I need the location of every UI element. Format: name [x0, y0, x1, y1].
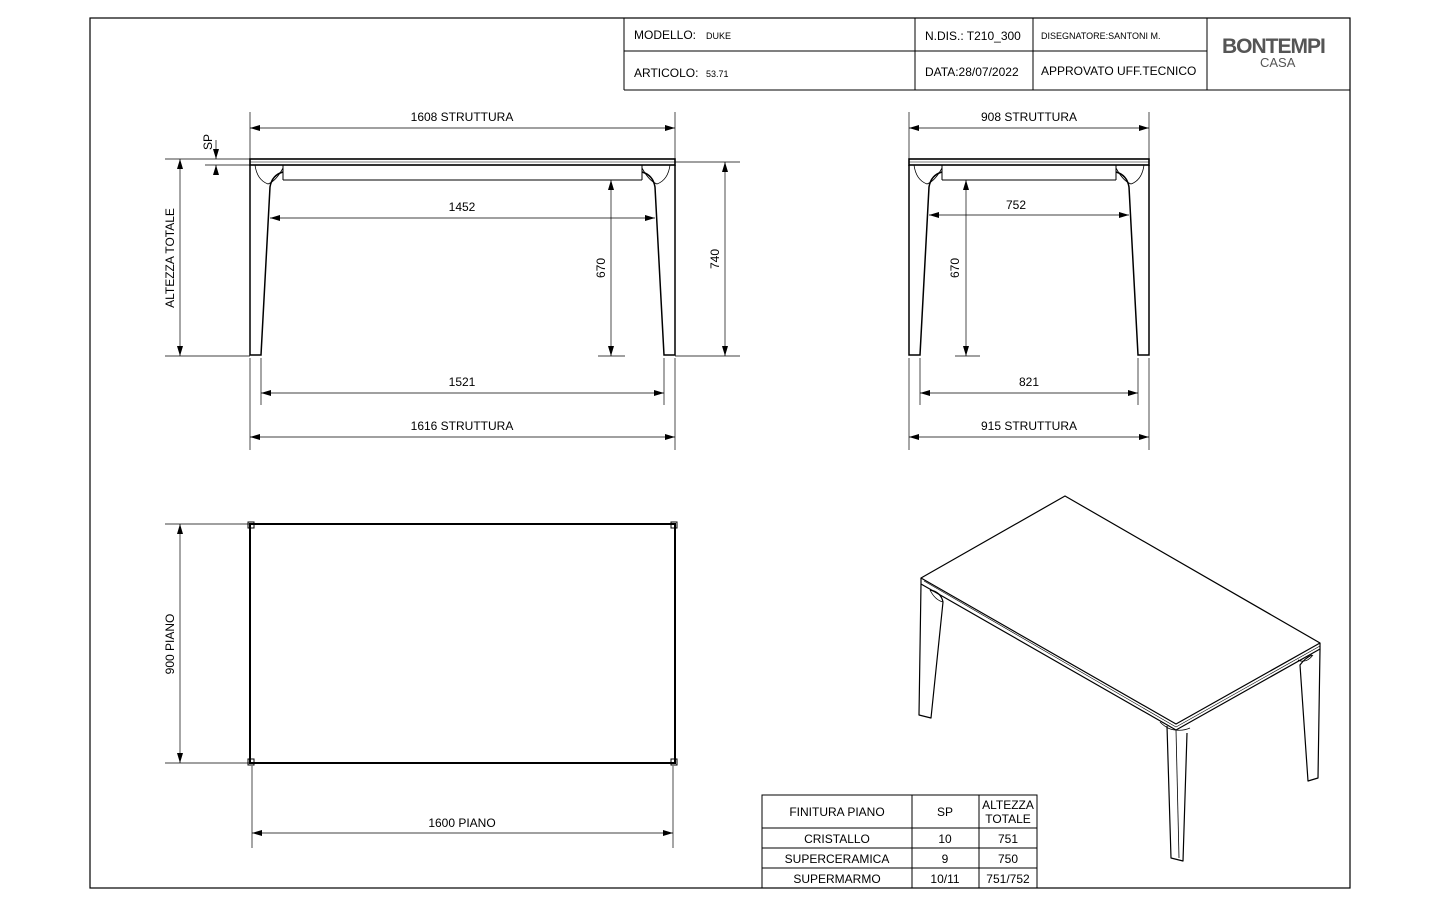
model-value: DUKE	[706, 31, 732, 41]
front-inner-height-label: 670	[594, 257, 608, 279]
side-bottom-width-label: 915 STRUTTURA	[980, 419, 1078, 433]
finish-row-1-sp: 10	[938, 832, 952, 846]
finish-header: FINITURA PIANO	[789, 805, 885, 819]
finish-row-1-height: 751	[997, 832, 1019, 846]
front-bottom-width-label: 1616 STRUTTURA	[410, 419, 514, 433]
finish-row-3-name: SUPERMARMO	[793, 872, 881, 886]
brand-logo-sub: CASA	[1260, 55, 1296, 70]
brand-logo: BONTEMPI	[1222, 35, 1325, 58]
plan-view-drawing	[248, 522, 677, 765]
total-height-label: ALTEZZA TOTALE	[163, 208, 177, 308]
article-value: 53.71	[706, 69, 729, 79]
side-inner-width-bottom-label: 821	[1018, 375, 1040, 389]
finish-row-2-height: 750	[997, 852, 1019, 866]
finish-row-1-name: CRISTALLO	[804, 832, 870, 846]
model-label: MODELLO:	[634, 28, 697, 42]
drawing-number: N.DIS.: T210_300	[925, 29, 1021, 43]
finish-row-3-height: 751/752	[986, 872, 1030, 886]
finish-row-2-sp: 9	[941, 852, 949, 866]
plan-width-label: 1600 PIANO	[428, 816, 496, 830]
front-inner-width-bottom-label: 1521	[448, 375, 476, 389]
side-inner-width-top-label: 752	[1005, 198, 1027, 212]
approval: APPROVATO UFF.TECNICO	[1041, 64, 1197, 78]
sp-label: SP	[201, 133, 215, 151]
total-height-header-line1: ALTEZZA	[982, 798, 1034, 812]
sheet-border	[90, 18, 1350, 888]
plan-view-dimensions	[165, 524, 673, 848]
finish-row-2-name: SUPERCERAMICA	[784, 852, 890, 866]
total-height-header-line2: TOTALE	[985, 812, 1031, 826]
side-view-drawing	[909, 159, 1149, 355]
side-view-dimensions	[909, 112, 1149, 450]
sp-header: SP	[936, 805, 954, 819]
front-view-dimensions	[165, 112, 740, 450]
article-label: ARTICOLO:	[634, 66, 699, 80]
side-inner-height-label: 670	[948, 257, 962, 279]
front-height-label: 740	[708, 248, 722, 270]
drawing-date: DATA:28/07/2022	[925, 65, 1019, 79]
finish-row-3-sp: 10/11	[930, 872, 960, 886]
front-inner-width-top-label: 1452	[448, 200, 476, 214]
side-top-width-label: 908 STRUTTURA	[980, 110, 1078, 124]
front-top-width-label: 1608 STRUTTURA	[410, 110, 514, 124]
plan-depth-label: 900 PIANO	[163, 613, 177, 675]
designer: DISEGNATORE:SANTONI M.	[1041, 31, 1161, 41]
